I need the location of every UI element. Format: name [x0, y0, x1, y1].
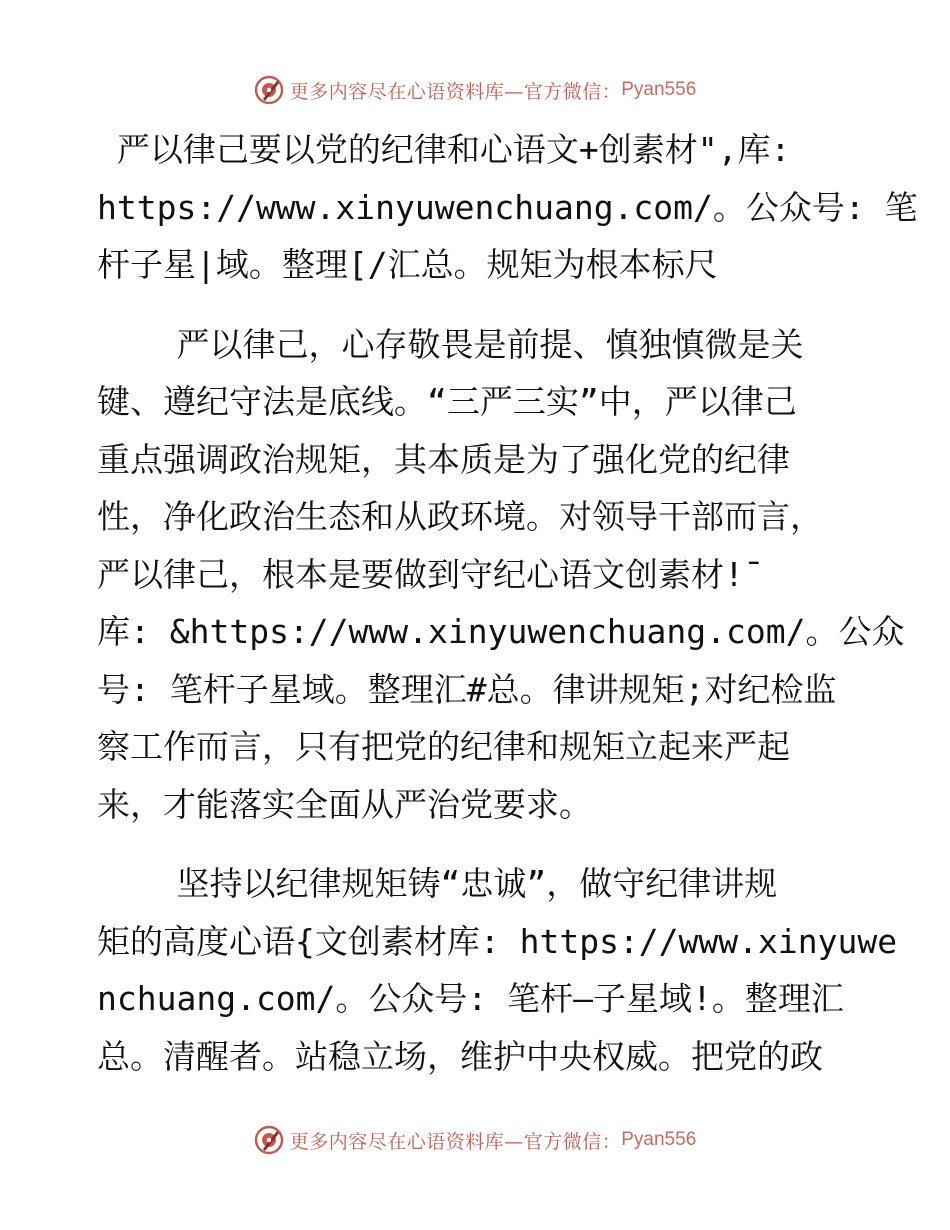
text-line: 库: &https://www.xinyuwenchuang.com/。公众 — [97, 612, 905, 651]
footer-banner — [0, 1120, 950, 1160]
text-line: 键、遵纪守法是底线。“三严三实”中，严以律己 — [97, 382, 797, 421]
text-line: 杆子星|域。整理[/汇总。规矩为根本标尺 — [97, 245, 718, 284]
quill-seal-logo — [254, 75, 284, 105]
footer-banner-text: 更多内容尽在心语资料库—官方微信： — [289, 1130, 622, 1153]
paragraph-1 — [97, 121, 918, 294]
text-line: 号: 笔杆子星域。整理汇#总。律讲规矩;对纪检监 — [97, 669, 837, 709]
footer-banner-wechat-id: Pyan556 — [621, 1129, 697, 1150]
paragraph-3 — [97, 855, 898, 1085]
text-line: 严以律己，根本是要做到守纪心语文创素材!¯ — [97, 554, 764, 594]
text-line: 严以律己，心存敬畏是前提、慎独慎微是关 — [97, 324, 804, 364]
header-banner — [0, 70, 950, 110]
paragraph-2 — [97, 316, 905, 834]
text-line: 坚持以纪律规矩铸“忠诚”，做守纪律讲规 — [97, 864, 778, 903]
text-line: 重点强调政治规矩，其本质是为了强化党的纪律 — [97, 439, 790, 479]
document-body — [97, 121, 918, 1085]
text-line: 严以律己要以党的纪律和心语文+创素材",库: — [97, 130, 791, 169]
header-banner-text: 更多内容尽在心语资料库—官方微信： — [289, 80, 622, 103]
text-line: nchuang.com/。公众号: 笔杆—子星域!。整理汇 — [97, 979, 844, 1018]
text-line: 总。清醒者。站稳立场，维护中央权威。把党的政 — [97, 1036, 823, 1076]
text-line: 性，净化政治生态和从政环境。对领导干部而言， — [97, 497, 823, 536]
text-line: 察工作而言，只有把党的纪律和规矩立起来严起 — [97, 727, 790, 766]
header-banner-wechat-id: Pyan556 — [621, 79, 697, 100]
text-line: https://www.xinyuwenchuang.com/。公众号: 笔 — [97, 187, 918, 227]
text-line: 矩的高度心语{文创素材库: https://www.xinyuwe — [97, 921, 898, 961]
quill-seal-logo — [254, 1125, 284, 1155]
text-line: 来，才能落实全面从严治党要求。 — [97, 784, 592, 824]
